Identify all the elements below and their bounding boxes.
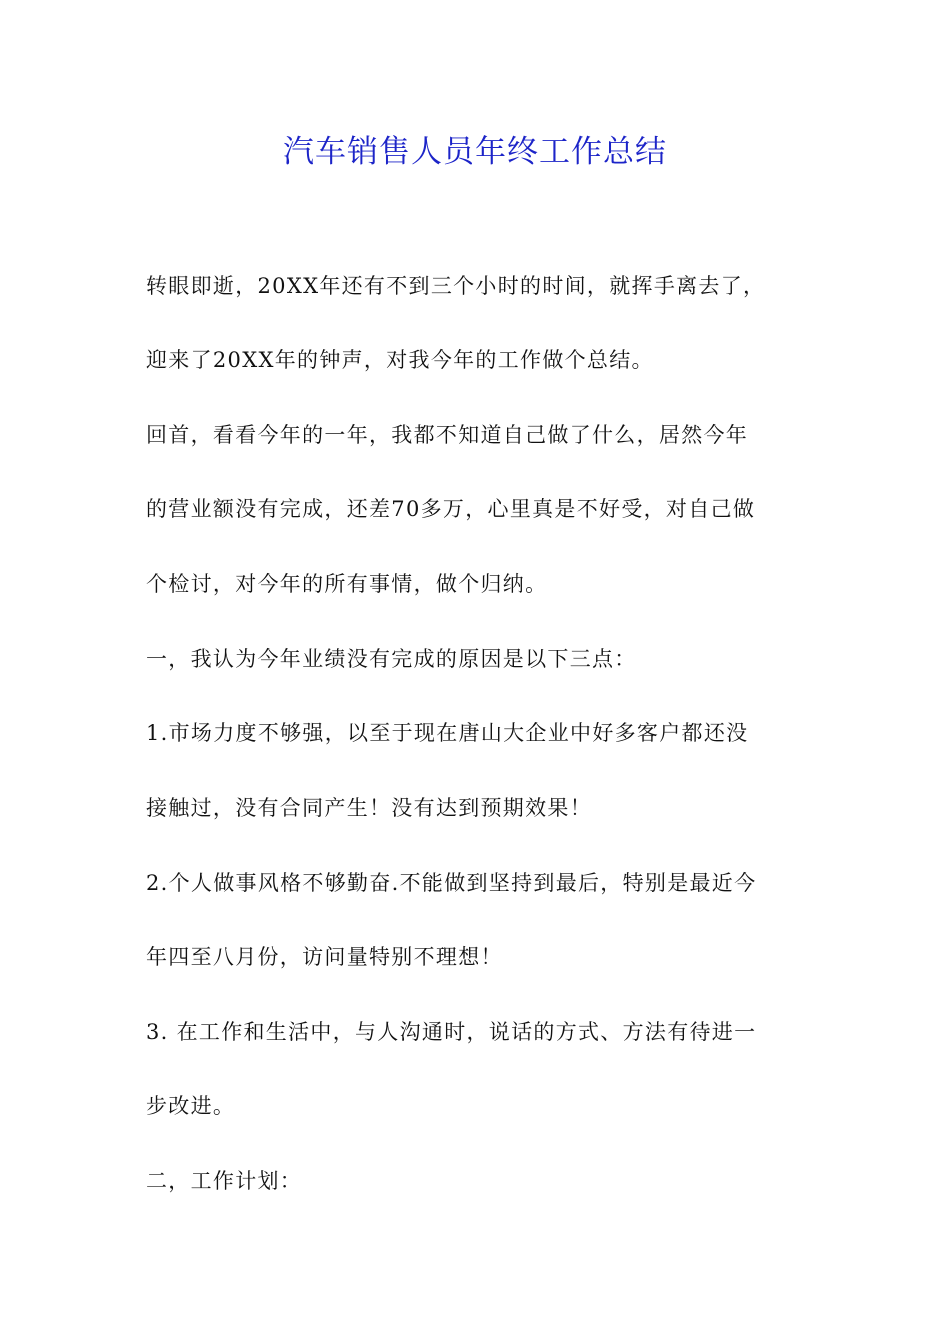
paragraph-line: 回首，看看今年的一年，我都不知道自己做了什么，居然今年	[146, 423, 749, 447]
section-heading: 一，我认为今年业绩没有完成的原因是以下三点：	[146, 647, 637, 671]
paragraph-line: 的营业额没有完成，还差70多万，心里真是不好受，对自己做	[146, 497, 756, 521]
paragraph-line: 迎来了20XX年的钟声，对我今年的工作做个总结。	[146, 348, 654, 372]
list-item-line: 2.个人做事风格不够勤奋.不能做到坚持到最后，特别是最近今	[146, 871, 757, 895]
section-heading: 二，工作计划：	[146, 1169, 303, 1193]
paragraph-line: 转眼即逝，20XX年还有不到三个小时的时间，就挥手离去了，	[146, 274, 766, 298]
list-item-line: 接触过，没有合同产生！没有达到预期效果！	[146, 796, 592, 820]
paragraph-line: 个检讨，对今年的所有事情，做个归纳。	[146, 572, 548, 596]
list-item-line: 步改进。	[146, 1094, 236, 1118]
list-item-line: 年四至八月份，访问量特别不理想！	[146, 945, 503, 969]
list-item-line: 3. 在工作和生活中，与人沟通时，说话的方式、方法有待进一	[146, 1020, 757, 1044]
list-item-line: 1.市场力度不够强，以至于现在唐山大企业中好多客户都还没	[146, 721, 749, 745]
document-title: 汽车销售人员年终工作总结	[283, 134, 667, 170]
